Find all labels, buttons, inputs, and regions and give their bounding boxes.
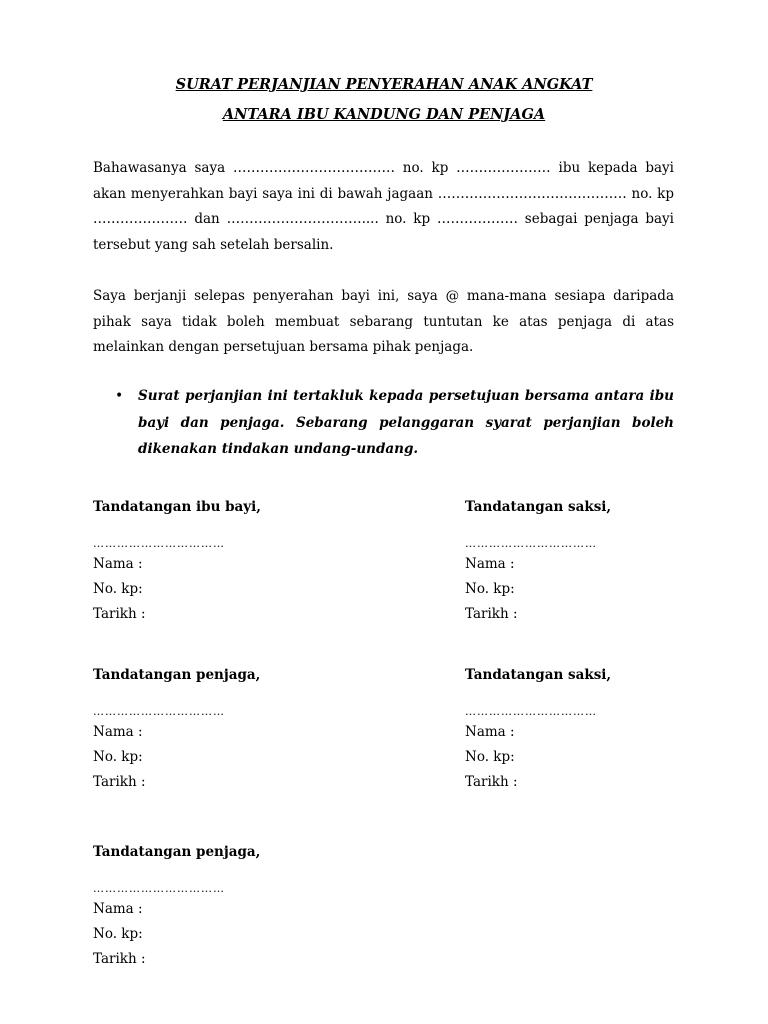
signature-heading: Tandatangan saksi,: [465, 499, 612, 515]
date-label: Tarikh :: [93, 774, 146, 790]
signature-block-witness-2: [465, 665, 725, 795]
name-label: Nama :: [93, 556, 143, 572]
condition-bullet: [93, 383, 674, 463]
signature-block-guardian-2: [93, 842, 353, 972]
kp-label: No. kp:: [93, 749, 143, 765]
name-label: Nama :: [465, 556, 515, 572]
signature-block-guardian-1: [93, 665, 353, 795]
agreement-paragraph-2: Saya berjanji selepas penyerahan bayi ini, saya @ mana-mana sesiapa daripada pihak saya tidak boleh membuat sebarang tuntutan ke atas penjaga di atas melainkan dengan persetujuan bersama pihak penjaga.: [93, 288, 674, 355]
kp-label: No. kp:: [93, 926, 143, 942]
signature-block-witness-1: [465, 497, 725, 627]
signature-line: ……………………………: [93, 882, 225, 895]
name-label: Nama :: [465, 724, 515, 740]
kp-label: No. kp:: [465, 581, 515, 597]
signature-line: ……………………………: [93, 705, 225, 718]
document-title-line-2: ANTARA IBU KANDUNG DAN PENJAGA: [222, 106, 546, 123]
agreement-paragraph-1: Bahawasanya saya ……………………………… no. kp ………………… ibu kepada bayi akan menyerahkan bayi saya ini di bawah jagaan …………………………………… no. kp ………………… dan ………………………….... no. kp ……………… sebagai penjaga bayi tersebut yang sah setelah bersalin.: [93, 160, 674, 253]
name-label: Nama :: [93, 901, 143, 917]
signature-block-mother: [93, 497, 353, 627]
bullet-icon: •: [115, 388, 124, 404]
kp-label: No. kp:: [465, 749, 515, 765]
signature-heading: Tandatangan ibu bayi,: [93, 499, 261, 515]
date-label: Tarikh :: [465, 606, 518, 622]
signature-heading: Tandatangan penjaga,: [93, 667, 261, 683]
kp-label: No. kp:: [93, 581, 143, 597]
date-label: Tarikh :: [465, 774, 518, 790]
signature-line: ……………………………: [465, 705, 597, 718]
signature-line: ……………………………: [465, 537, 597, 550]
signature-heading: Tandatangan saksi,: [465, 667, 612, 683]
date-label: Tarikh :: [93, 951, 146, 967]
name-label: Nama :: [93, 724, 143, 740]
signature-line: ……………………………: [93, 537, 225, 550]
condition-text: Surat perjanjian ini tertakluk kepada persetujuan bersama antara ibu bayi dan penjaga. Sebarang pelanggaran syarat perjanjian boleh dikenakan tindakan undang-undang.: [138, 388, 674, 457]
signature-heading: Tandatangan penjaga,: [93, 844, 261, 860]
document-title-line-1: SURAT PERJANJIAN PENYERAHAN ANAK ANGKAT: [175, 76, 593, 93]
date-label: Tarikh :: [93, 606, 146, 622]
